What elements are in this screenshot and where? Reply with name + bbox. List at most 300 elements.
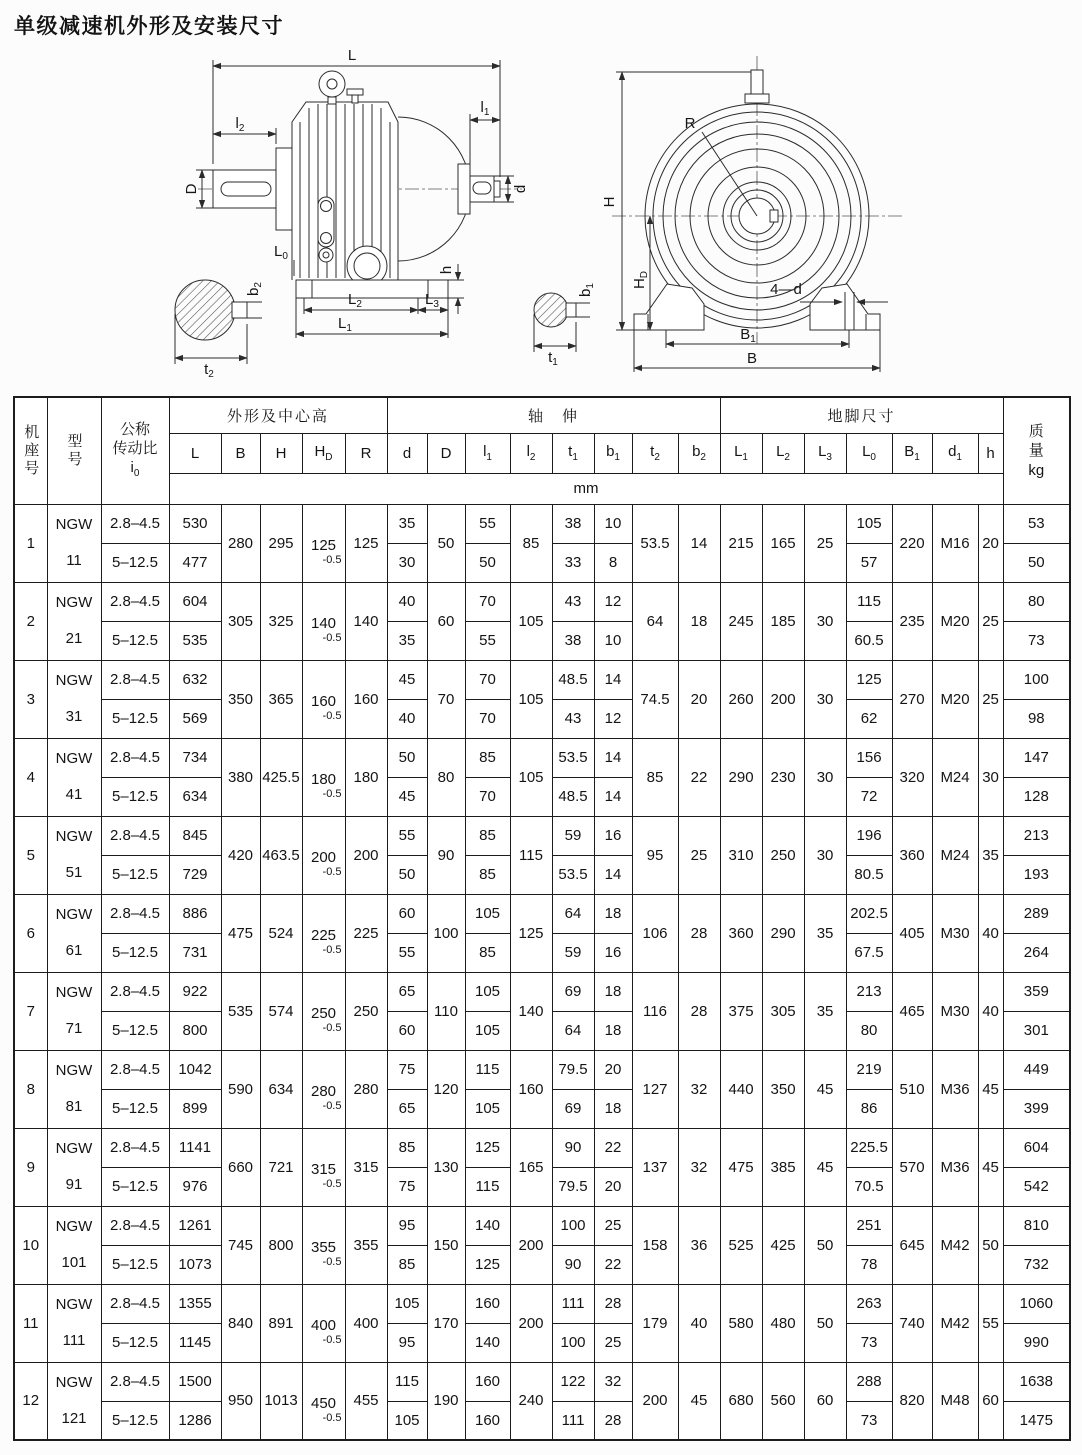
- cell-5-d-2: 50: [387, 855, 427, 894]
- cell-6-H: 524: [260, 894, 302, 972]
- cell-9-t1-2: 79.5: [552, 1167, 594, 1206]
- cell-1-L3: 25: [804, 504, 846, 582]
- cell-11-ratio-2: 5–12.5: [101, 1323, 169, 1362]
- cell-4-HD: 180 -0.5: [302, 738, 345, 816]
- cell-11-mass-2: 990: [1003, 1323, 1070, 1362]
- cell-10-t1-1: 100: [552, 1206, 594, 1245]
- cell-2-mass-1: 80: [1003, 582, 1070, 621]
- cell-4-d1: M24: [932, 738, 978, 816]
- cell-2-H: 325: [260, 582, 302, 660]
- cell-10-model: NGW 101: [47, 1206, 101, 1284]
- cell-7-HD: 250 -0.5: [302, 972, 345, 1050]
- cell-5-L0-2: 80.5: [846, 855, 892, 894]
- header-col-L3: $L_3$: [804, 433, 846, 473]
- cell-1-B: 280: [221, 504, 260, 582]
- cell-3-mass-1: 100: [1003, 660, 1070, 699]
- cell-8-t1-2: 69: [552, 1089, 594, 1128]
- cell-4-L-1: 734: [169, 738, 221, 777]
- cell-11-L1: 580: [720, 1284, 762, 1362]
- cell-7-h: 40: [978, 972, 1003, 1050]
- cell-7-R: 250: [345, 972, 387, 1050]
- dim-label-B1: $B_1$: [740, 326, 756, 345]
- dim-label-L3: $L_3$: [425, 291, 439, 310]
- cell-5-l1-2: 85: [465, 855, 510, 894]
- cell-7-b1-1: 18: [594, 972, 632, 1011]
- cell-6-l2: 125: [510, 894, 552, 972]
- cell-6-d-1: 60: [387, 894, 427, 933]
- cell-12-D: 190: [427, 1362, 465, 1440]
- cell-1-L-2: 477: [169, 543, 221, 582]
- cell-6-L2: 290: [762, 894, 804, 972]
- cell-10-L3: 50: [804, 1206, 846, 1284]
- dim-label-B: B: [746, 350, 758, 367]
- header-col-B: B: [221, 433, 260, 473]
- header-col-d: d: [387, 433, 427, 473]
- cell-9-mass-1: 604: [1003, 1128, 1070, 1167]
- spec-row-1-a: [14, 504, 1070, 543]
- dim-label-4d: 4—d: [770, 281, 802, 298]
- cell-3-L0-2: 62: [846, 699, 892, 738]
- cell-2-t1-1: 43: [552, 582, 594, 621]
- cell-11-ratio-1: 2.8–4.5: [101, 1284, 169, 1323]
- cell-4-ratio-1: 2.8–4.5: [101, 738, 169, 777]
- cell-2-b2: 18: [678, 582, 720, 660]
- header-col-b1: $b_1$: [594, 433, 632, 473]
- cell-4-B1: 320: [892, 738, 932, 816]
- cell-6-t2: 106: [632, 894, 678, 972]
- cell-1-L1: 215: [720, 504, 762, 582]
- cell-10-B1: 645: [892, 1206, 932, 1284]
- cell-3-d-1: 45: [387, 660, 427, 699]
- cell-12-B: 950: [221, 1362, 260, 1440]
- cell-10-HD: 355 -0.5: [302, 1206, 345, 1284]
- cell-6-b1-1: 18: [594, 894, 632, 933]
- cell-7-ratio-1: 2.8–4.5: [101, 972, 169, 1011]
- cell-7-d-2: 60: [387, 1011, 427, 1050]
- cell-10-ratio-2: 5–12.5: [101, 1245, 169, 1284]
- cell-6-R: 225: [345, 894, 387, 972]
- cell-11-t1-1: 111: [552, 1284, 594, 1323]
- header-col-b2: $b_2$: [678, 433, 720, 473]
- cell-7-t2: 116: [632, 972, 678, 1050]
- cell-3-HD: 160 -0.5: [302, 660, 345, 738]
- cell-5-l1-1: 85: [465, 816, 510, 855]
- cell-12-mass-1: 1638: [1003, 1362, 1070, 1401]
- cell-6-HD: 225 -0.5: [302, 894, 345, 972]
- cell-3-b1-1: 14: [594, 660, 632, 699]
- cell-5-ratio-2: 5–12.5: [101, 855, 169, 894]
- cell-8-L2: 350: [762, 1050, 804, 1128]
- cell-4-L0-2: 72: [846, 777, 892, 816]
- cell-6-model: NGW 61: [47, 894, 101, 972]
- cell-12-L0-1: 288: [846, 1362, 892, 1401]
- cell-9-L0-1: 225.5: [846, 1128, 892, 1167]
- dim-label-H: H: [601, 196, 618, 208]
- cell-8-b1-2: 18: [594, 1089, 632, 1128]
- cell-9-no: 9: [14, 1128, 47, 1206]
- cell-6-D: 100: [427, 894, 465, 972]
- cell-11-t2: 179: [632, 1284, 678, 1362]
- cell-5-H: 463.5: [260, 816, 302, 894]
- cell-9-R: 315: [345, 1128, 387, 1206]
- cell-3-B: 350: [221, 660, 260, 738]
- cell-12-L2: 560: [762, 1362, 804, 1440]
- cell-3-l1-1: 70: [465, 660, 510, 699]
- cell-9-d-2: 75: [387, 1167, 427, 1206]
- cell-3-b1-2: 12: [594, 699, 632, 738]
- cell-6-mass-2: 264: [1003, 933, 1070, 972]
- cell-9-L1: 475: [720, 1128, 762, 1206]
- cell-3-no: 3: [14, 660, 47, 738]
- technical-drawings: [0, 42, 1082, 394]
- cell-12-H: 1013: [260, 1362, 302, 1440]
- cell-6-B: 475: [221, 894, 260, 972]
- cell-7-no: 7: [14, 972, 47, 1050]
- cell-3-L0-1: 125: [846, 660, 892, 699]
- cell-10-d-1: 95: [387, 1206, 427, 1245]
- cell-4-ratio-2: 5–12.5: [101, 777, 169, 816]
- cell-9-d1: M36: [932, 1128, 978, 1206]
- dim-label-h: h: [438, 265, 455, 275]
- cell-12-b1-1: 32: [594, 1362, 632, 1401]
- cell-12-L3: 60: [804, 1362, 846, 1440]
- cell-12-mass-2: 1475: [1003, 1401, 1070, 1440]
- cell-9-ratio-1: 2.8–4.5: [101, 1128, 169, 1167]
- cell-11-d-1: 105: [387, 1284, 427, 1323]
- cell-3-t1-1: 48.5: [552, 660, 594, 699]
- cell-6-L3: 35: [804, 894, 846, 972]
- cell-11-b1-2: 25: [594, 1323, 632, 1362]
- spec-row-7-a: [14, 972, 1070, 1011]
- cell-4-L2: 230: [762, 738, 804, 816]
- cell-2-l1-1: 70: [465, 582, 510, 621]
- cell-5-t1-2: 53.5: [552, 855, 594, 894]
- cell-11-L0-2: 73: [846, 1323, 892, 1362]
- cell-1-mass-2: 50: [1003, 543, 1070, 582]
- cell-12-h: 60: [978, 1362, 1003, 1440]
- cell-7-b2: 28: [678, 972, 720, 1050]
- cell-11-no: 11: [14, 1284, 47, 1362]
- cell-9-l2: 165: [510, 1128, 552, 1206]
- header-col-L0: $L_0$: [846, 433, 892, 473]
- cell-10-L1: 525: [720, 1206, 762, 1284]
- cell-4-d-2: 45: [387, 777, 427, 816]
- cell-11-B1: 740: [892, 1284, 932, 1362]
- cell-10-R: 355: [345, 1206, 387, 1284]
- cell-7-ratio-2: 5–12.5: [101, 1011, 169, 1050]
- cell-2-D: 60: [427, 582, 465, 660]
- cell-8-d-2: 65: [387, 1089, 427, 1128]
- cell-8-mass-2: 399: [1003, 1089, 1070, 1128]
- cell-1-t1-2: 33: [552, 543, 594, 582]
- cell-2-B: 305: [221, 582, 260, 660]
- cell-7-D: 110: [427, 972, 465, 1050]
- cell-1-R: 125: [345, 504, 387, 582]
- page-title: 单级减速机外形及安装尺寸: [14, 15, 284, 38]
- cell-12-L0-2: 73: [846, 1401, 892, 1440]
- dim-label-t2: $t_2$: [204, 361, 214, 380]
- cell-8-b1-1: 20: [594, 1050, 632, 1089]
- cell-1-HD: 125 -0.5: [302, 504, 345, 582]
- cell-7-L3: 35: [804, 972, 846, 1050]
- cell-6-d-2: 55: [387, 933, 427, 972]
- cell-12-d1: M48: [932, 1362, 978, 1440]
- cell-4-l1-2: 70: [465, 777, 510, 816]
- spec-row-10-a: [14, 1206, 1070, 1245]
- cell-6-ratio-1: 2.8–4.5: [101, 894, 169, 933]
- cell-10-L2: 425: [762, 1206, 804, 1284]
- dim-label-L0: $L_0$: [274, 243, 288, 262]
- header-col-l2: $l_2$: [510, 433, 552, 473]
- cell-4-D: 80: [427, 738, 465, 816]
- cell-10-L0-1: 251: [846, 1206, 892, 1245]
- cell-8-L1: 440: [720, 1050, 762, 1128]
- header-col-R: R: [345, 433, 387, 473]
- header-col-d1: $d_1$: [932, 433, 978, 473]
- cell-10-L-2: 1073: [169, 1245, 221, 1284]
- cell-1-ratio-2: 5–12.5: [101, 543, 169, 582]
- cell-11-L0-1: 263: [846, 1284, 892, 1323]
- cell-7-B: 535: [221, 972, 260, 1050]
- cell-4-L1: 290: [720, 738, 762, 816]
- cell-12-HD: 450 -0.5: [302, 1362, 345, 1440]
- cell-8-ratio-1: 2.8–4.5: [101, 1050, 169, 1089]
- cell-8-b2: 32: [678, 1050, 720, 1128]
- cell-2-ratio-1: 2.8–4.5: [101, 582, 169, 621]
- cell-1-h: 20: [978, 504, 1003, 582]
- dim-label-L: L: [347, 47, 357, 64]
- cell-10-b1-2: 22: [594, 1245, 632, 1284]
- cell-1-l1-1: 55: [465, 504, 510, 543]
- cell-12-d-1: 115: [387, 1362, 427, 1401]
- cell-5-D: 90: [427, 816, 465, 894]
- cell-3-model: NGW 31: [47, 660, 101, 738]
- cell-10-D: 150: [427, 1206, 465, 1284]
- header-columns-row: [14, 433, 1070, 473]
- cell-4-l2: 105: [510, 738, 552, 816]
- cell-11-h: 55: [978, 1284, 1003, 1362]
- header-col-H: H: [260, 433, 302, 473]
- cell-12-l1-1: 160: [465, 1362, 510, 1401]
- cell-9-model: NGW 91: [47, 1128, 101, 1206]
- cell-5-d-1: 55: [387, 816, 427, 855]
- cell-9-b1-2: 20: [594, 1167, 632, 1206]
- cell-6-mass-1: 289: [1003, 894, 1070, 933]
- cell-7-t1-1: 69: [552, 972, 594, 1011]
- cell-6-no: 6: [14, 894, 47, 972]
- cell-9-b2: 32: [678, 1128, 720, 1206]
- spec-row-2-a: [14, 582, 1070, 621]
- cell-7-L-1: 922: [169, 972, 221, 1011]
- cell-1-L2: 165: [762, 504, 804, 582]
- dim-label-l1: $l_1$: [480, 99, 490, 118]
- cell-2-model: NGW 21: [47, 582, 101, 660]
- cell-6-B1: 405: [892, 894, 932, 972]
- cell-11-b1-1: 28: [594, 1284, 632, 1323]
- cell-1-d-1: 35: [387, 504, 427, 543]
- cell-11-d1: M42: [932, 1284, 978, 1362]
- cell-11-HD: 400 -0.5: [302, 1284, 345, 1362]
- cell-9-L-1: 1141: [169, 1128, 221, 1167]
- cell-7-model: NGW 71: [47, 972, 101, 1050]
- cell-2-mass-2: 73: [1003, 621, 1070, 660]
- cell-7-H: 574: [260, 972, 302, 1050]
- cell-7-L1: 375: [720, 972, 762, 1050]
- cell-6-t1-1: 64: [552, 894, 594, 933]
- cell-10-t1-2: 90: [552, 1245, 594, 1284]
- cell-9-L0-2: 70.5: [846, 1167, 892, 1206]
- cell-4-h: 30: [978, 738, 1003, 816]
- cell-4-b1-1: 14: [594, 738, 632, 777]
- cell-10-mass-2: 732: [1003, 1245, 1070, 1284]
- cell-3-b2: 20: [678, 660, 720, 738]
- cell-12-t1-2: 111: [552, 1401, 594, 1440]
- header-mass: 质 量 kg: [1003, 397, 1070, 504]
- cell-5-d1: M24: [932, 816, 978, 894]
- header-col-L2: $L_2$: [762, 433, 804, 473]
- cell-12-L1: 680: [720, 1362, 762, 1440]
- cell-11-L-1: 1355: [169, 1284, 221, 1323]
- cell-1-b1-2: 8: [594, 543, 632, 582]
- dim-label-D: D: [183, 183, 200, 195]
- dim-label-b1: $b_1$: [577, 283, 596, 297]
- cell-8-L0-1: 219: [846, 1050, 892, 1089]
- header-col-t1: $t_1$: [552, 433, 594, 473]
- cell-9-l1-1: 125: [465, 1128, 510, 1167]
- cell-12-t2: 200: [632, 1362, 678, 1440]
- spec-row-4-a: [14, 738, 1070, 777]
- cell-8-l1-1: 115: [465, 1050, 510, 1089]
- cell-4-R: 180: [345, 738, 387, 816]
- cell-6-b1-2: 16: [594, 933, 632, 972]
- cell-11-D: 170: [427, 1284, 465, 1362]
- header-group-shaft: 轴 伸: [387, 397, 720, 433]
- cell-5-B: 420: [221, 816, 260, 894]
- cell-10-l1-1: 140: [465, 1206, 510, 1245]
- cell-2-t2: 64: [632, 582, 678, 660]
- header-unit-row: [14, 473, 1070, 504]
- cell-2-L0-1: 115: [846, 582, 892, 621]
- cell-3-L-2: 569: [169, 699, 221, 738]
- cell-2-l1-2: 55: [465, 621, 510, 660]
- spec-row-12-a: [14, 1362, 1070, 1401]
- cell-7-mass-1: 359: [1003, 972, 1070, 1011]
- cell-4-t1-2: 48.5: [552, 777, 594, 816]
- cell-1-d-2: 30: [387, 543, 427, 582]
- cell-2-d1: M20: [932, 582, 978, 660]
- cell-8-L0-2: 86: [846, 1089, 892, 1128]
- cell-3-h: 25: [978, 660, 1003, 738]
- header-group-outline: 外形及中心高: [169, 397, 387, 433]
- cell-3-L1: 260: [720, 660, 762, 738]
- cell-2-L-1: 604: [169, 582, 221, 621]
- cell-9-h: 45: [978, 1128, 1003, 1206]
- cell-12-b2: 45: [678, 1362, 720, 1440]
- cell-4-no: 4: [14, 738, 47, 816]
- cell-7-t1-2: 64: [552, 1011, 594, 1050]
- cell-8-L-1: 1042: [169, 1050, 221, 1089]
- header-col-l1: $l_1$: [465, 433, 510, 473]
- cell-12-l1-2: 160: [465, 1401, 510, 1440]
- header-col-L1: $L_1$: [720, 433, 762, 473]
- cell-10-L-1: 1261: [169, 1206, 221, 1245]
- cell-2-no: 2: [14, 582, 47, 660]
- cell-4-model: NGW 41: [47, 738, 101, 816]
- cell-8-mass-1: 449: [1003, 1050, 1070, 1089]
- cell-1-b2: 14: [678, 504, 720, 582]
- header-group-row: [14, 397, 1070, 433]
- cell-8-l2: 160: [510, 1050, 552, 1128]
- cell-6-b2: 28: [678, 894, 720, 972]
- cell-2-h: 25: [978, 582, 1003, 660]
- cell-9-L2: 385: [762, 1128, 804, 1206]
- cell-5-b2: 25: [678, 816, 720, 894]
- cell-10-L0-2: 78: [846, 1245, 892, 1284]
- dim-label-HD: $H_D$: [631, 270, 650, 290]
- cell-7-L2: 305: [762, 972, 804, 1050]
- spec-row-5-a: [14, 816, 1070, 855]
- cell-11-l2: 200: [510, 1284, 552, 1362]
- cell-5-no: 5: [14, 816, 47, 894]
- cell-1-no: 1: [14, 504, 47, 582]
- spec-row-9-a: [14, 1128, 1070, 1167]
- cell-3-D: 70: [427, 660, 465, 738]
- cell-5-B1: 360: [892, 816, 932, 894]
- cell-9-B: 660: [221, 1128, 260, 1206]
- cell-4-L3: 30: [804, 738, 846, 816]
- header-model: 型号: [47, 397, 101, 504]
- cell-1-l1-2: 50: [465, 543, 510, 582]
- cell-12-t1-1: 122: [552, 1362, 594, 1401]
- cell-12-R: 455: [345, 1362, 387, 1440]
- cell-11-l1-1: 160: [465, 1284, 510, 1323]
- cell-8-B1: 510: [892, 1050, 932, 1128]
- header-ratio: 公称 传动比 $i_0$: [101, 397, 169, 504]
- cell-10-B: 745: [221, 1206, 260, 1284]
- cell-1-b1-1: 10: [594, 504, 632, 543]
- cell-8-d1: M36: [932, 1050, 978, 1128]
- cell-9-B1: 570: [892, 1128, 932, 1206]
- cell-10-no: 10: [14, 1206, 47, 1284]
- cell-11-R: 400: [345, 1284, 387, 1362]
- cell-12-no: 12: [14, 1362, 47, 1440]
- cell-7-l1-2: 105: [465, 1011, 510, 1050]
- cell-2-R: 140: [345, 582, 387, 660]
- cell-5-t2: 95: [632, 816, 678, 894]
- cell-6-h: 40: [978, 894, 1003, 972]
- cell-8-L-2: 899: [169, 1089, 221, 1128]
- cell-12-B1: 820: [892, 1362, 932, 1440]
- cell-3-d-2: 40: [387, 699, 427, 738]
- spec-row-8-a: [14, 1050, 1070, 1089]
- cell-2-L2: 185: [762, 582, 804, 660]
- cell-2-L3: 30: [804, 582, 846, 660]
- cell-10-h: 50: [978, 1206, 1003, 1284]
- cell-5-b1-1: 16: [594, 816, 632, 855]
- cell-2-b1-1: 12: [594, 582, 632, 621]
- cell-1-B1: 220: [892, 504, 932, 582]
- cell-9-L3: 45: [804, 1128, 846, 1206]
- cell-7-L0-2: 80: [846, 1011, 892, 1050]
- cell-8-R: 280: [345, 1050, 387, 1128]
- cell-5-L0-1: 196: [846, 816, 892, 855]
- cell-9-l1-2: 115: [465, 1167, 510, 1206]
- cell-9-b1-1: 22: [594, 1128, 632, 1167]
- header-col-D: D: [427, 433, 465, 473]
- header-col-t2: $t_2$: [632, 433, 678, 473]
- cell-10-d1: M42: [932, 1206, 978, 1284]
- cell-5-HD: 200 -0.5: [302, 816, 345, 894]
